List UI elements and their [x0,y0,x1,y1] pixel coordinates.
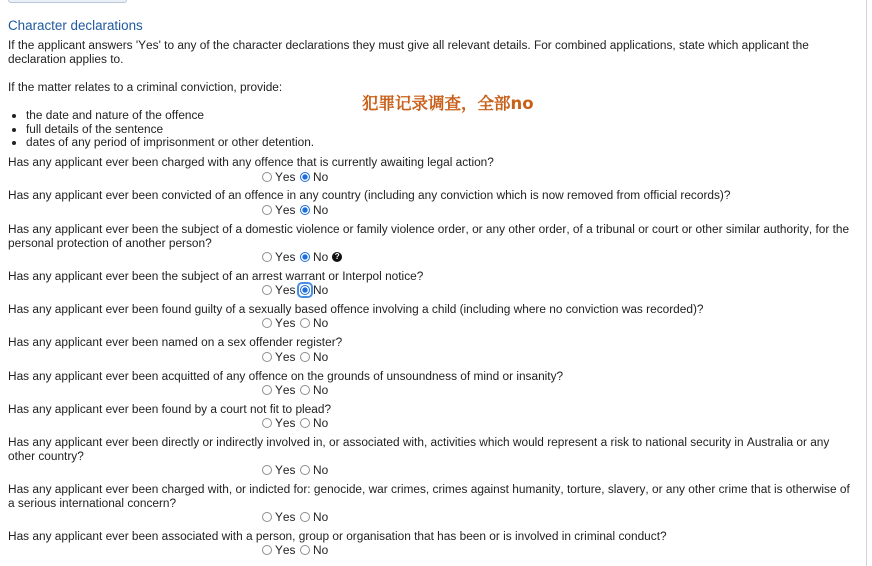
question-3-option-yes[interactable] [261,250,295,264]
question-1-option-no[interactable] [299,170,328,184]
question-8-radio-no[interactable] [300,418,310,428]
question-7-radio-yes[interactable] [262,385,272,395]
question-1-label-yes: Yes [275,170,296,184]
question-3-radio-yes[interactable] [262,252,272,262]
question-3-label-no: No [313,250,329,264]
question-9-label-no: No [313,463,329,477]
question-2-radio-no[interactable] [300,205,310,215]
question-1-option-yes[interactable] [261,170,295,184]
radio-focus-ring [261,204,273,216]
question-3-radio-no[interactable] [300,252,310,262]
question-7-option-no[interactable] [299,383,328,397]
radio-focus-ring [299,464,311,476]
radio-focus-ring [261,251,273,263]
question-9-radio-yes[interactable] [262,465,272,475]
radio-focus-ring [299,317,311,329]
question-6-option-yes[interactable] [261,350,295,364]
question-5-radio-no[interactable] [300,318,310,328]
radio-focus-ring [299,544,311,556]
question-7-option-yes[interactable] [261,383,295,397]
question-2-label-no: No [313,203,329,217]
radio-focus-ring [299,251,311,263]
question-5-label-no: No [313,316,329,330]
question-9-label-yes: Yes [275,463,296,477]
question-8-text: Has any applicant ever been found by a court not fit to plead? [8,402,332,416]
question-3-text: Has any applicant ever been the subject of a domestic violence or family violence order, or any other order, of a tribunal or court or other similar authority, for the personal protection of another person? [8,222,850,250]
radio-focus-ring [261,464,273,476]
question-4-radio-no[interactable] [300,285,310,295]
question-1-radio-no[interactable] [300,172,310,182]
question-6-label-yes: Yes [275,350,296,364]
question-2-answer-group [261,203,328,217]
question-5-option-yes[interactable] [261,316,295,330]
question-9-option-yes[interactable] [261,463,295,477]
question-2-radio-yes[interactable] [262,205,272,215]
section-title: Character declarations [8,18,143,33]
question-2-option-no[interactable] [299,203,328,217]
question-6-text: Has any applicant ever been named on a sex offender register? [8,335,343,349]
question-10-text: Has any applicant ever been charged with, or indicted for: genocide, war crimes, crimes against humanity, torture, slavery, or any other crime that is otherwise of a serious international concern? [8,482,850,510]
question-10-label-no: No [313,510,329,524]
question-11-option-yes[interactable] [261,543,295,557]
radio-focus-ring [299,384,311,396]
conviction-details-list [8,109,853,150]
question-4-option-no[interactable] [299,283,328,297]
question-11-text: Has any applicant ever been associated with a person, group or organisation that has been or is involved in criminal conduct? [8,529,667,543]
radio-focus-ring [261,284,273,296]
question-4-option-yes[interactable] [261,283,295,297]
question-7-text: Has any applicant ever been acquitted of any offence on the grounds of unsoundness of mind or insanity? [8,369,564,383]
radio-focus-ring [299,417,311,429]
handwritten-annotation: 犯罪记录调查，全部no [362,94,534,113]
question-8-answer-group [261,416,328,430]
question-4-label-yes: Yes [275,283,296,297]
question-9-option-no[interactable] [299,463,328,477]
question-11-option-no[interactable] [299,543,328,557]
question-6-radio-no[interactable] [300,352,310,362]
question-4-answer-group [261,283,328,297]
question-3-answer-group [261,250,342,264]
question-7-label-yes: Yes [275,383,296,397]
radio-focus-ring [261,171,273,183]
question-8-radio-yes[interactable] [262,418,272,428]
list-item: • full details of the sentence [26,123,853,137]
question-1-label-no: No [313,170,329,184]
question-8-option-no[interactable] [299,416,328,430]
question-5-radio-yes[interactable] [262,318,272,328]
question-8-label-yes: Yes [275,416,296,430]
question-5-text: Has any applicant ever been found guilty of a sexually based offence involving a child (including where no conviction was recorded)? [8,302,704,316]
question-6-option-no[interactable] [299,350,328,364]
question-6-answer-group [261,350,328,364]
question-3-option-no[interactable] [299,250,328,264]
question-11-label-yes: Yes [275,543,296,557]
section-intro: If the applicant answers 'Yes' to any of the character declarations they must give all relevant details. For combined applications, state which applicant the declaration applies to. [8,38,809,66]
radio-focus-ring [299,284,311,296]
question-11-label-no: No [313,543,329,557]
question-4-radio-yes[interactable] [262,285,272,295]
radio-focus-ring [299,171,311,183]
question-4-label-no: No [313,283,329,297]
question-3-label-yes: Yes [275,250,296,264]
question-1-text: Has any applicant ever been charged with any offence that is currently awaiting legal action? [8,155,494,169]
list-item: • the date and nature of the offence [26,109,853,123]
question-10-answer-group [261,510,328,524]
question-11-radio-no[interactable] [300,545,310,555]
question-5-option-no[interactable] [299,316,328,330]
radio-focus-ring [261,544,273,556]
question-10-label-yes: Yes [275,510,296,524]
question-11-radio-yes[interactable] [262,545,272,555]
question-10-radio-no[interactable] [300,512,310,522]
question-10-radio-yes[interactable] [262,512,272,522]
question-7-answer-group [261,383,328,397]
radio-focus-ring [261,511,273,523]
radio-focus-ring [299,511,311,523]
question-8-label-no: No [313,416,329,430]
question-6-radio-yes[interactable] [262,352,272,362]
radio-focus-ring [261,417,273,429]
help-icon[interactable] [332,252,342,262]
question-4-text: Has any applicant ever been the subject of an arrest warrant or Interpol notice? [8,269,424,283]
question-7-label-no: No [313,383,329,397]
question-2-option-yes[interactable] [261,203,295,217]
question-10-option-no[interactable] [299,510,328,524]
question-9-radio-no[interactable] [300,465,310,475]
radio-focus-ring [299,351,311,363]
question-1-radio-yes[interactable] [262,172,272,182]
question-6-label-no: No [313,350,329,364]
radio-focus-ring [261,351,273,363]
question-7-radio-no[interactable] [300,385,310,395]
question-9-text: Has any applicant ever been directly or indirectly involved in, or associated with, activities which would represent a risk to national security in Australia or any other country? [8,435,830,463]
question-1-answer-group [261,170,328,184]
question-9-answer-group [261,463,328,477]
conviction-prompt: If the matter relates to a criminal conviction, provide: [8,80,283,94]
radio-focus-ring [299,204,311,216]
partial-button[interactable] [8,0,127,3]
question-2-label-yes: Yes [275,203,296,217]
question-5-label-yes: Yes [275,316,296,330]
list-item: • dates of any period of imprisonment or other detention. [26,136,853,150]
question-5-answer-group [261,316,328,330]
radio-focus-ring [261,317,273,329]
question-8-option-yes[interactable] [261,416,295,430]
radio-focus-ring [261,384,273,396]
content-right-border [866,0,867,566]
question-11-answer-group [261,543,328,557]
question-10-option-yes[interactable] [261,510,295,524]
question-2-text: Has any applicant ever been convicted of an offence in any country (including any conviction which is now removed from official records)? [8,188,731,202]
